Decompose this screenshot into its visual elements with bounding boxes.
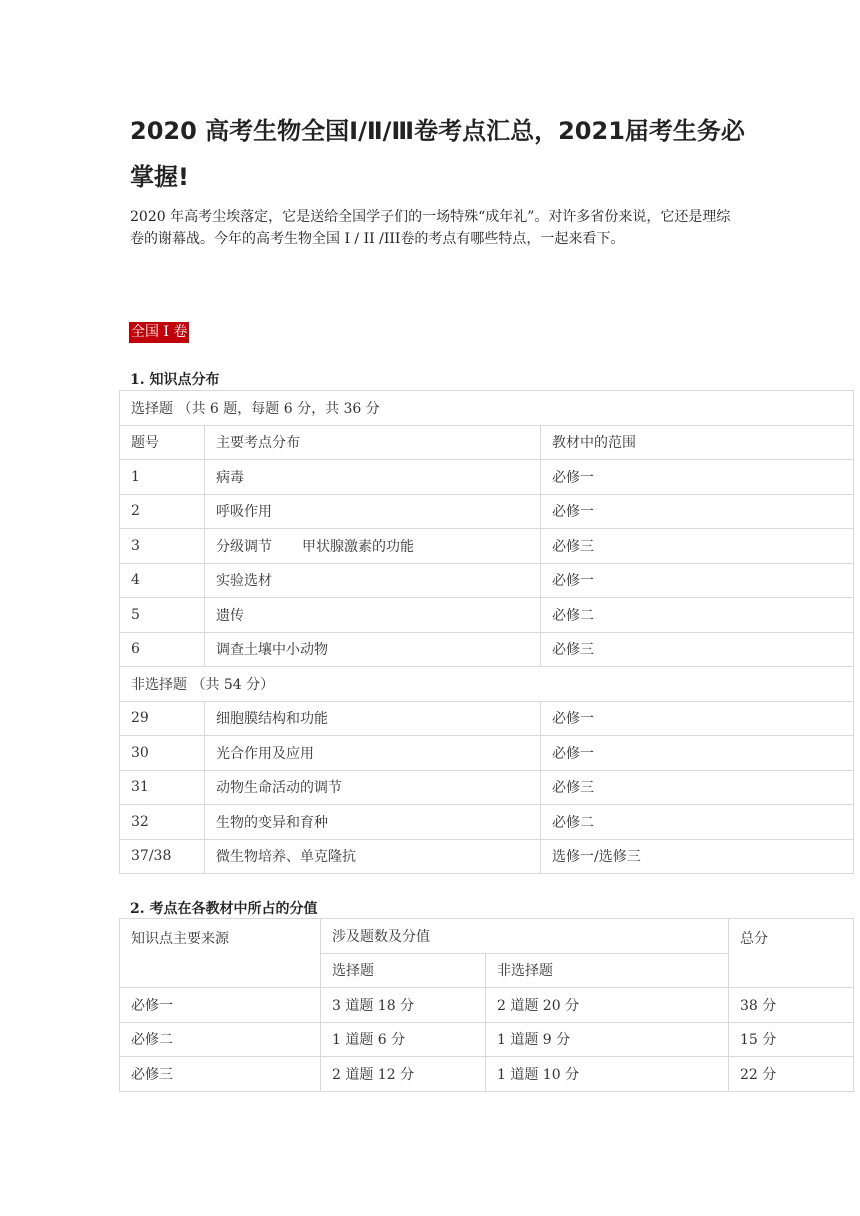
topic-cell: 呼吸作用 — [205, 494, 541, 529]
column-header-scope: 教材中的范围 — [541, 425, 854, 460]
section-heading-knowledge-distribution: 1. 知识点分布 — [130, 372, 220, 388]
scope-cell: 必修三 — [541, 770, 854, 805]
table-row — [120, 494, 854, 529]
table-row — [120, 460, 854, 495]
score-by-textbook-table — [119, 918, 854, 1092]
mcq-header-cell: 选择题 （共 6 题，每题 6 分，共 36 分 — [120, 391, 854, 426]
table-row — [120, 805, 854, 840]
question-number: 3 — [120, 529, 205, 564]
total-cell: 22 分 — [729, 1057, 854, 1092]
nonmcq-cell: 1 道题 10 分 — [486, 1057, 729, 1092]
topic-part: 分级调节 — [216, 538, 272, 555]
table-row — [120, 839, 854, 874]
table-row — [120, 598, 854, 633]
column-header-row — [120, 425, 854, 460]
column-header-nonmcq: 非选择题 — [486, 953, 729, 988]
scope-cell: 必修一 — [541, 563, 854, 598]
question-number: 5 — [120, 598, 205, 633]
question-number: 2 — [120, 494, 205, 529]
section-heading-score-by-textbook: 2. 考点在各教材中所占的分值 — [130, 901, 318, 917]
topic-cell: 动物生命活动的调节 — [205, 770, 541, 805]
table-row — [120, 1022, 854, 1057]
topic-cell: 病毒 — [205, 460, 541, 495]
topic-cell: 遗传 — [205, 598, 541, 633]
column-header-topic: 主要考点分布 — [205, 425, 541, 460]
question-number: 32 — [120, 805, 205, 840]
table-row — [120, 563, 854, 598]
nonmcq-header-cell: 非选择题 （共 54 分） — [120, 667, 854, 702]
nonmcq-cell: 1 道题 9 分 — [486, 1022, 729, 1057]
total-cell: 15 分 — [729, 1022, 854, 1057]
page-title: 2020 高考生物全国Ⅰ/Ⅱ/Ⅲ卷考点汇总，2021届考生务必掌握! — [130, 117, 745, 191]
table-row — [120, 632, 854, 667]
scope-cell: 必修三 — [541, 632, 854, 667]
source-cell: 必修三 — [120, 1057, 321, 1092]
source-cell: 必修一 — [120, 988, 321, 1023]
scope-cell: 必修一 — [541, 460, 854, 495]
question-number: 37/38 — [120, 839, 205, 874]
topic-part: 甲状腺激素的功能 — [302, 538, 414, 555]
mcq-cell: 1 道题 6 分 — [321, 1022, 486, 1057]
topic-cell — [205, 529, 541, 564]
volume-tag: 全国 I 卷 — [129, 322, 189, 343]
mcq-cell: 2 道题 12 分 — [321, 1057, 486, 1092]
table-row — [120, 1057, 854, 1092]
source-cell: 必修二 — [120, 1022, 321, 1057]
header-row — [120, 919, 854, 954]
column-header-total: 总分 — [729, 919, 854, 988]
table-row — [120, 988, 854, 1023]
knowledge-distribution-table — [119, 390, 854, 874]
mcq-cell: 3 道题 18 分 — [321, 988, 486, 1023]
scope-cell: 必修二 — [541, 805, 854, 840]
topic-cell: 调查土壤中小动物 — [205, 632, 541, 667]
question-number: 4 — [120, 563, 205, 598]
question-number: 31 — [120, 770, 205, 805]
topic-cell: 光合作用及应用 — [205, 736, 541, 771]
question-number: 6 — [120, 632, 205, 667]
table-row — [120, 770, 854, 805]
question-number: 30 — [120, 736, 205, 771]
nonmcq-header-row — [120, 667, 854, 702]
scope-cell: 必修一 — [541, 736, 854, 771]
nonmcq-cell: 2 道题 20 分 — [486, 988, 729, 1023]
table-row — [120, 736, 854, 771]
column-header-involved: 涉及题数及分值 — [321, 919, 729, 954]
column-header-number: 题号 — [120, 425, 205, 460]
question-number: 29 — [120, 701, 205, 736]
table-row — [120, 529, 854, 564]
scope-cell: 必修一 — [541, 494, 854, 529]
intro-paragraph: 2020 年高考尘埃落定，它是送给全国学子们的一场特殊“成年礼”。对许多省份来说，它还是理综卷的谢幕战。今年的高考生物全国 I / II /III卷的考点有哪些特点，一起来看下。 — [130, 209, 731, 247]
scope-cell: 选修一/选修三 — [541, 839, 854, 874]
topic-cell: 微生物培养、单克隆抗 — [205, 839, 541, 874]
question-number: 1 — [120, 460, 205, 495]
topic-cell: 生物的变异和育种 — [205, 805, 541, 840]
total-cell: 38 分 — [729, 988, 854, 1023]
topic-cell: 实验选材 — [205, 563, 541, 598]
topic-cell: 细胞膜结构和功能 — [205, 701, 541, 736]
mcq-header-row — [120, 391, 854, 426]
scope-cell: 必修三 — [541, 529, 854, 564]
scope-cell: 必修二 — [541, 598, 854, 633]
table-row — [120, 701, 854, 736]
scope-cell: 必修一 — [541, 701, 854, 736]
column-header-mcq: 选择题 — [321, 953, 486, 988]
column-header-source: 知识点主要来源 — [120, 919, 321, 988]
